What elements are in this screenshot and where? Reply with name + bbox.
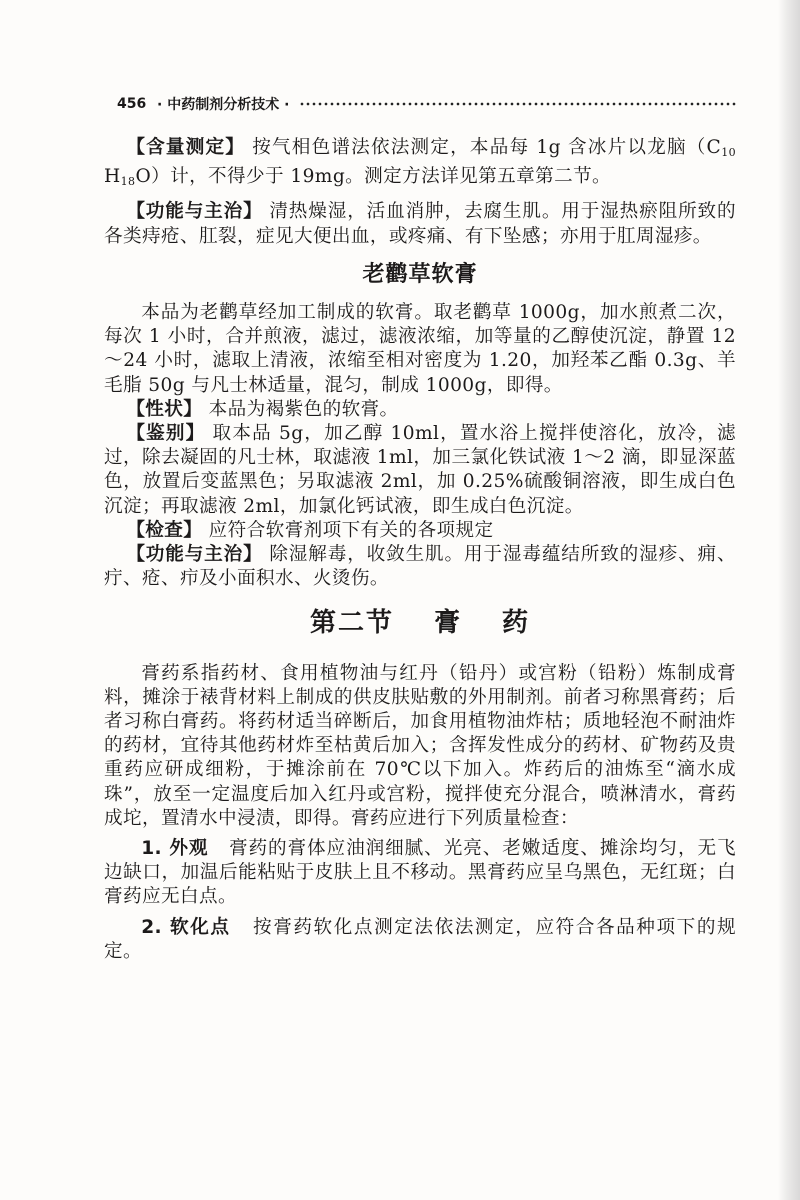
formula-subscript: 18 (120, 175, 136, 189)
section-title (104, 608, 736, 639)
assay-label: 【含量测定】 (126, 137, 246, 158)
section-name-char: 膏 (433, 608, 462, 639)
book-title: · 中药制剂分析技术 · (157, 97, 290, 113)
inspection-paragraph (104, 519, 736, 543)
running-header (117, 93, 737, 115)
inspection-text: 应符合软膏剂项下有关的各项规定 (208, 519, 494, 541)
assay-text: H (104, 166, 121, 188)
section-number: 第二节 (309, 608, 394, 639)
character-paragraph (104, 398, 736, 422)
page-number: 456 (117, 96, 147, 112)
function-label: 【功能与主治】 (126, 201, 263, 223)
check-item-label: 2. 软化点 (141, 916, 231, 938)
function-paragraph (104, 200, 736, 248)
assay-text: O）计，不得少于 19mg。测定方法详见第五章第二节。 (135, 166, 612, 188)
monograph-function-label: 【功能与主治】 (126, 544, 263, 566)
check-item-text: 膏药的膏体应油润细腻、光亮、老嫩适度、摊涂均匀，无飞边缺口，加温后能粘贴于皮肤上且不移动。黑膏药应呈乌黑色，无红斑；白膏药应无白点。 (104, 838, 736, 908)
page-edge-shadow (778, 0, 800, 1200)
monograph-intro: 本品为老鹳草经加工制成的软膏。取老鹳草 1000g，加水煎煮二次，每次 1 小时，合并煎液，滤过，滤液浓缩，加等量的乙醇使沉淀，静置 12～24 小时，滤取上清液，浓缩至相对密度为 1.20，加羟苯乙酯 0.3g、羊毛脂 50g 与凡士林适量，混匀，制成 1000g，即得。 (104, 302, 736, 396)
inspection-label: 【检查】 (126, 519, 203, 541)
identification-paragraph (104, 422, 736, 519)
check-item-text: 按膏药软化点测定法依法测定，应符合各品种项下的规定。 (104, 916, 736, 962)
check-item-appearance (104, 837, 736, 910)
check-item-label: 1. 外观 (141, 838, 209, 860)
formula-subscript: 10 (721, 146, 737, 159)
assay-text: 按气相色谱法依法测定，本品每 1g 含冰片以龙脑（C (252, 137, 722, 158)
monograph-function-text: 除湿解毒，收敛生肌。用于湿毒蕴结所致的湿疹、痈、疔、疮、疖及小面积水、火烫伤。 (104, 544, 736, 590)
character-label: 【性状】 (126, 398, 203, 420)
section-name-char: 药 (502, 608, 531, 639)
identification-text: 取本品 5g，加乙醇 10ml，置水浴上搅拌使溶化，放冷，滤过，除去凝固的凡士林，取滤液 1ml，加三氯化铁试液 1～2 滴，即显深蓝色，放置后变蓝黑色；另取滤液 2ml，加 0.25%硫酸铜溶液，即生成白色沉淀；再取滤液 2ml，加氯化钙试液，即生成白色沉淀。 (104, 423, 737, 517)
page-body (104, 136, 736, 964)
dot-leader (299, 102, 737, 106)
character-text: 本品为褐紫色的软膏。 (208, 398, 399, 420)
function-text: 清热燥湿，活血消肿，去腐生肌。用于湿热瘀阻所致的各类痔疮、肛裂，症见大便出血，或疼痛、有下坠感；亦用于肛周湿疹。 (104, 201, 736, 247)
check-item-softening-point (104, 916, 736, 964)
identification-label: 【鉴别】 (126, 423, 206, 445)
assay-paragraph (104, 136, 736, 194)
monograph-title: 老鹳草软膏 (362, 261, 478, 287)
section-intro: 膏药系指药材、食用植物油与红丹（铅丹）或宫粉（铅粉）炼制成膏料，摊涂于裱背材料上制成的供皮肤贴敷的外用制剂。前者习称黑膏药；后者习称白膏药。将药材适当碎断后，加食用植物油炸枯；质地轻泡不耐油炸的药材，宜待其他药材炸至枯黄后加入；含挥发性成分的药材、矿物药及贵重药应研成细粉，于摊涂前在 70℃以下加入。炸药后的油炼至“滴水成珠”，放至一定温度后加入红丹或宫粉，搅拌使充分混合，喷淋清水，膏药成坨，置清水中浸渍，即得。膏药应进行下列质量检查： (104, 662, 736, 829)
monograph-function-paragraph (104, 543, 736, 591)
